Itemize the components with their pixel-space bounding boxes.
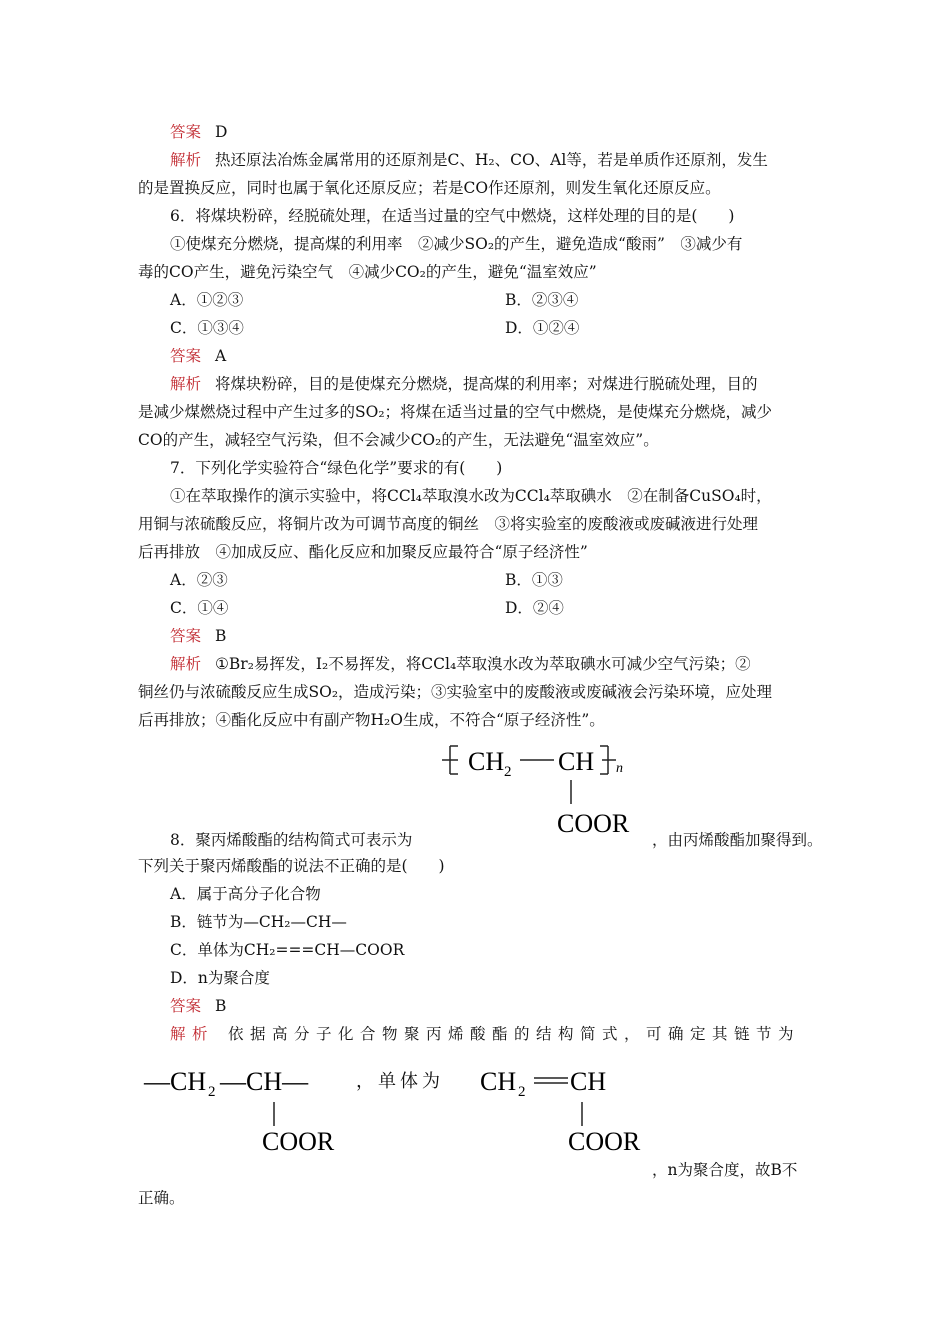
- q7-items-line1: ①在萃取操作的演示实验中，将CCl₄萃取溴水改为CCl₄萃取碘水 ②在制备CuSO₄时，: [170, 487, 772, 505]
- monomer-svg: [476, 1062, 666, 1158]
- ch2-group: —CH: [144, 1067, 207, 1096]
- q6-analysis-line: [170, 370, 758, 398]
- ch2-group: CH: [480, 1067, 517, 1096]
- q8-answer-line: [170, 992, 226, 1020]
- q8-analysis-mid: ，单体为: [356, 1071, 444, 1092]
- answer-label: 答案: [170, 627, 202, 645]
- subscript-2: 2: [208, 1084, 216, 1100]
- q6-analysis-line2: 是减少煤燃烧过程中产生过多的SO₂；将煤在适当过量的空气中燃烧，是使煤充分燃烧，减少: [138, 403, 773, 421]
- q6-option-d: D．①②④: [505, 319, 580, 337]
- q7-items-line3: 后再排放 ④加成反应、酯化反应和加聚反应最符合“原子经济性”: [138, 543, 588, 561]
- coor-group: COOR: [557, 809, 630, 838]
- ch-group: —CH—: [220, 1067, 309, 1096]
- q7-option-c: C．①④: [170, 599, 229, 617]
- answer-value: B: [215, 627, 227, 645]
- q8-stem-line2: 下列关于聚丙烯酸酯的说法不正确的是( ): [138, 857, 445, 875]
- q6-items-line1: ①使煤充分燃烧，提高煤的利用率 ②减少SO₂的产生，避免造成“酸雨” ③减少有: [170, 235, 743, 253]
- answer-value: B: [215, 997, 227, 1015]
- analysis-text: ①Br₂易挥发，I₂不易挥发，将CCl₄萃取溴水改为萃取碘水可减少空气污染；②: [215, 655, 751, 673]
- q8-option-b: B．链节为—CH₂—CH—: [170, 913, 347, 931]
- ch-group: CH: [570, 1067, 607, 1096]
- q5-answer-line: [170, 118, 227, 146]
- q7-option-b: B．①③: [505, 571, 563, 589]
- answer-label: 答案: [170, 347, 202, 365]
- q7-stem: 7．下列化学实验符合“绿色化学”要求的有( ): [170, 459, 503, 477]
- analysis-text: 热还原法冶炼金属常用的还原剂是C、H₂、CO、Al等，若是单质作还原剂，发生: [215, 151, 768, 169]
- q8-analysis-last: 正确。: [138, 1189, 185, 1207]
- answer-label: 答案: [170, 123, 202, 141]
- answer-label: 答案: [170, 997, 202, 1015]
- analysis-label: 解析: [170, 1025, 215, 1043]
- q7-option-a: A．②③: [170, 571, 228, 589]
- chain-unit-formula: [140, 1062, 350, 1158]
- q7-answer-line: [170, 622, 226, 650]
- q6-stem: 6．将煤块粉碎，经脱硫处理，在适当过量的空气中燃烧，这样处理的目的是( ): [170, 207, 735, 225]
- q6-option-c: C．①③④: [170, 319, 244, 337]
- ch-group: CH: [558, 747, 595, 776]
- chain-unit-svg: [140, 1062, 350, 1158]
- analysis-text: 将煤块粉碎，目的是使煤充分燃烧，提高煤的利用率；对煤进行脱硫处理，目的: [215, 375, 758, 393]
- polymer-structure-formula: [440, 738, 650, 838]
- q5-analysis-line2: 的是置换反应，同时也属于氧化还原反应；若是CO作还原剂，则发生氧化还原反应。: [138, 179, 721, 197]
- q6-option-a: A．①②③: [170, 291, 244, 309]
- q8-option-a: A．属于高分子化合物: [170, 885, 321, 903]
- subscript-2: 2: [518, 1084, 526, 1100]
- q8-stem-part1: 8．聚丙烯酸酯的结构简式可表示为: [170, 831, 413, 849]
- q8-option-d: D．n为聚合度: [170, 969, 270, 987]
- polymer-formula-svg: [440, 738, 650, 838]
- answer-value: D: [215, 123, 228, 141]
- ch2-group: CH: [468, 747, 505, 776]
- q6-items-line2: 毒的CO产生，避免污染空气 ④减少CO₂的产生，避免“温室效应”: [138, 263, 597, 281]
- q7-analysis-line3: 后再排放；④酯化反应中有副产物H₂O生成，不符合“原子经济性”。: [138, 711, 605, 729]
- coor-group: COOR: [568, 1127, 641, 1156]
- coor-group: COOR: [262, 1127, 335, 1156]
- subscript-2: 2: [504, 764, 512, 780]
- q5-analysis-line: [170, 146, 768, 174]
- q8-option-c: C．单体为CH₂===CH—COOR: [170, 941, 405, 959]
- q7-items-line2: 用铜与浓硫酸反应，将铜片改为可调节高度的铜丝 ③将实验室的废酸液或废碱液进行处理: [138, 515, 759, 533]
- monomer-formula: [476, 1062, 666, 1158]
- q8-analysis-end: ，n为聚合度，故B不: [652, 1161, 798, 1179]
- analysis-text: 依据高分子化合物聚丙烯酸酯的结构简式，可确定其链节为: [228, 1025, 801, 1043]
- q6-option-b: B．②③④: [505, 291, 579, 309]
- q7-analysis-line2: 铜丝仍与浓硫酸反应生成SO₂，造成污染；③实验室中的废酸液或废碱液会污染环境，应处理: [138, 683, 773, 701]
- q7-analysis-line: [170, 650, 751, 678]
- q7-option-d: D．②④: [505, 599, 564, 617]
- analysis-label: 解析: [170, 151, 202, 169]
- answer-value: A: [215, 347, 227, 365]
- analysis-label: 解析: [170, 375, 202, 393]
- q8-analysis-line: [170, 1020, 800, 1048]
- q8-stem-part2: ，由丙烯酸酯加聚得到。: [652, 831, 823, 849]
- analysis-label: 解析: [170, 655, 202, 673]
- q6-analysis-line3: CO的产生，减轻空气污染，但不会减少CO₂的产生，无法避免“温室效应”。: [138, 431, 659, 449]
- q6-answer-line: [170, 342, 226, 370]
- n-subscript: n: [616, 761, 623, 776]
